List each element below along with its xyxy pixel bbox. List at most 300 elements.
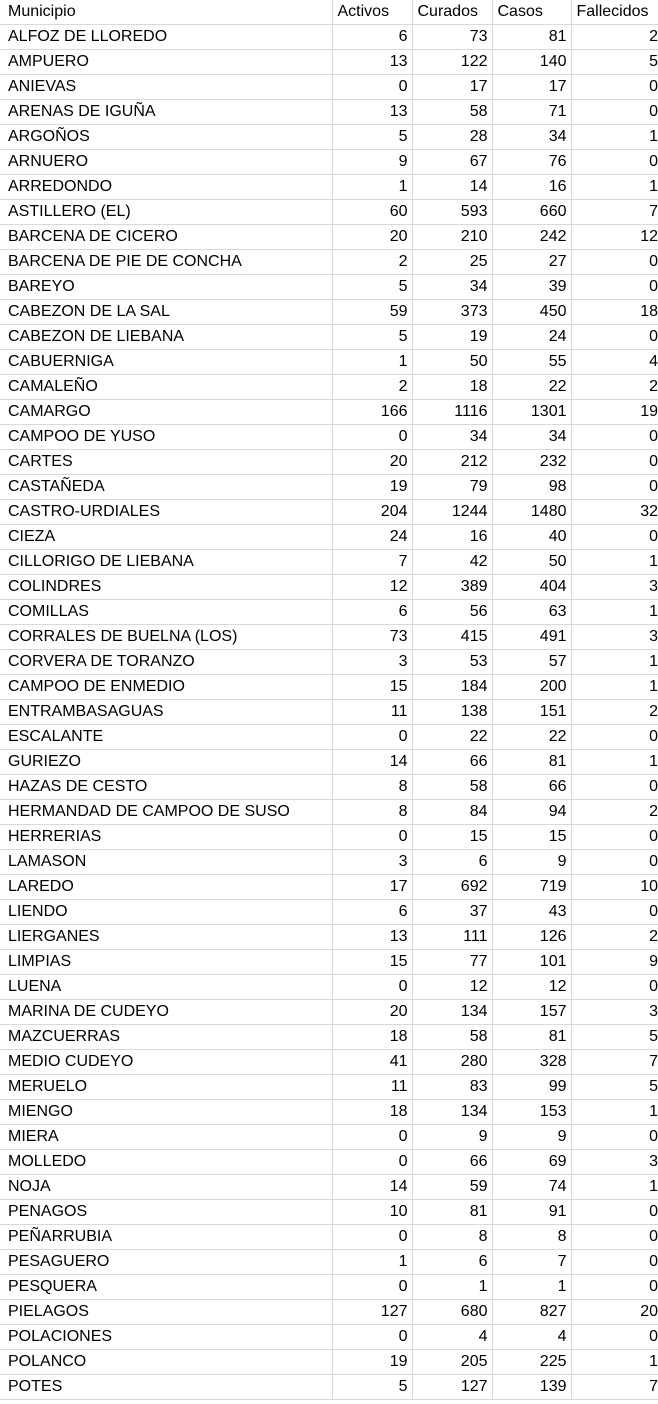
cell-activos[interactable]: 17: [332, 875, 412, 900]
cell-activos[interactable]: 5: [332, 275, 412, 300]
table-row: [0, 225, 658, 250]
cell-casos[interactable]: 81: [492, 1025, 571, 1050]
cell-fallecidos[interactable]: 19: [571, 400, 658, 425]
cell-municipio[interactable]: BAREYO: [0, 275, 332, 300]
cell-activos[interactable]: 1: [332, 1250, 412, 1275]
cell-fallecidos[interactable]: 2: [571, 800, 658, 825]
cell-activos[interactable]: 73: [332, 625, 412, 650]
cell-fallecidos[interactable]: 7: [571, 1375, 658, 1400]
cell-fallecidos[interactable]: 2: [571, 925, 658, 950]
header-row: [0, 0, 658, 25]
table-row: [0, 600, 658, 625]
cell-fallecidos[interactable]: 0: [571, 1125, 658, 1150]
cell-casos[interactable]: 15: [492, 825, 571, 850]
cell-casos[interactable]: 55: [492, 350, 571, 375]
cell-casos[interactable]: 74: [492, 1175, 571, 1200]
cell-municipio[interactable]: POLANCO: [0, 1350, 332, 1375]
table-row: [0, 725, 658, 750]
cell-activos[interactable]: 14: [332, 750, 412, 775]
cell-fallecidos[interactable]: 1: [571, 1175, 658, 1200]
cell-fallecidos[interactable]: 0: [571, 525, 658, 550]
cell-casos[interactable]: 225: [492, 1350, 571, 1375]
cell-municipio[interactable]: HERMANDAD DE CAMPOO DE SUSO: [0, 800, 332, 825]
cell-curados[interactable]: 81: [412, 1200, 492, 1225]
cell-curados[interactable]: 389: [412, 575, 492, 600]
cell-fallecidos[interactable]: 1: [571, 650, 658, 675]
cell-activos[interactable]: 15: [332, 675, 412, 700]
cell-curados[interactable]: 16: [412, 525, 492, 550]
cell-activos[interactable]: 0: [332, 725, 412, 750]
cell-activos[interactable]: 19: [332, 475, 412, 500]
cell-activos[interactable]: 5: [332, 1375, 412, 1400]
header-fallecidos[interactable]: [571, 0, 658, 25]
cell-activos[interactable]: 10: [332, 1200, 412, 1225]
cell-curados[interactable]: 22: [412, 725, 492, 750]
cell-curados[interactable]: 134: [412, 1000, 492, 1025]
cell-curados[interactable]: 73: [412, 25, 492, 50]
cell-activos[interactable]: 60: [332, 200, 412, 225]
cell-municipio[interactable]: CASTRO-URDIALES: [0, 500, 332, 525]
cell-municipio[interactable]: ARNUERO: [0, 150, 332, 175]
cell-activos[interactable]: 8: [332, 775, 412, 800]
cell-fallecidos[interactable]: 0: [571, 1225, 658, 1250]
cell-fallecidos[interactable]: 3: [571, 575, 658, 600]
cell-curados[interactable]: 77: [412, 950, 492, 975]
table-row: [0, 1325, 658, 1350]
cell-fallecidos[interactable]: 10: [571, 875, 658, 900]
cell-fallecidos[interactable]: 5: [571, 1075, 658, 1100]
cell-municipio[interactable]: NOJA: [0, 1175, 332, 1200]
cell-municipio[interactable]: ARENAS DE IGUÑA: [0, 100, 332, 125]
cell-fallecidos[interactable]: 12: [571, 225, 658, 250]
cell-activos[interactable]: 8: [332, 800, 412, 825]
cell-curados[interactable]: 83: [412, 1075, 492, 1100]
cell-curados[interactable]: 53: [412, 650, 492, 675]
cell-municipio[interactable]: MAZCUERRAS: [0, 1025, 332, 1050]
cell-curados[interactable]: 6: [412, 850, 492, 875]
cell-curados[interactable]: 25: [412, 250, 492, 275]
cell-curados[interactable]: 692: [412, 875, 492, 900]
cell-activos[interactable]: 20: [332, 225, 412, 250]
cell-casos[interactable]: 94: [492, 800, 571, 825]
cell-fallecidos[interactable]: 0: [571, 450, 658, 475]
header-activos[interactable]: Activos: [332, 0, 412, 25]
cell-casos[interactable]: 491: [492, 625, 571, 650]
cell-fallecidos[interactable]: 0: [571, 1200, 658, 1225]
cell-fallecidos[interactable]: 7: [571, 200, 658, 225]
cell-fallecidos[interactable]: 1: [571, 550, 658, 575]
cell-activos[interactable]: 11: [332, 700, 412, 725]
cell-municipio[interactable]: CORRALES DE BUELNA (LOS): [0, 625, 332, 650]
cell-activos[interactable]: 11: [332, 1075, 412, 1100]
cell-activos[interactable]: 18: [332, 1100, 412, 1125]
cell-curados[interactable]: 280: [412, 1050, 492, 1075]
table-row: [0, 1100, 658, 1125]
table-row: [0, 200, 658, 225]
cell-curados[interactable]: 210: [412, 225, 492, 250]
cell-casos[interactable]: 43: [492, 900, 571, 925]
cell-curados[interactable]: 56: [412, 600, 492, 625]
cell-activos[interactable]: 0: [332, 1325, 412, 1350]
cell-fallecidos[interactable]: 1: [571, 1350, 658, 1375]
cell-casos[interactable]: 63: [492, 600, 571, 625]
cell-activos[interactable]: 9: [332, 150, 412, 175]
cell-casos[interactable]: 69: [492, 1150, 571, 1175]
cell-activos[interactable]: 6: [332, 25, 412, 50]
cell-activos[interactable]: 15: [332, 950, 412, 975]
cell-municipio[interactable]: PENAGOS: [0, 1200, 332, 1225]
cell-activos[interactable]: 0: [332, 975, 412, 1000]
cell-municipio[interactable]: ASTILLERO (EL): [0, 200, 332, 225]
cell-curados[interactable]: 8: [412, 1225, 492, 1250]
cell-casos[interactable]: 27: [492, 250, 571, 275]
cell-fallecidos[interactable]: 2: [571, 25, 658, 50]
cell-municipio[interactable]: ENTRAMBASAGUAS: [0, 700, 332, 725]
cell-activos[interactable]: 127: [332, 1300, 412, 1325]
cell-curados[interactable]: 28: [412, 125, 492, 150]
cell-fallecidos[interactable]: 3: [571, 1150, 658, 1175]
cell-activos[interactable]: 0: [332, 1275, 412, 1300]
cell-municipio[interactable]: MIENGO: [0, 1100, 332, 1125]
cell-fallecidos[interactable]: 0: [571, 775, 658, 800]
cell-curados[interactable]: 50: [412, 350, 492, 375]
cell-municipio[interactable]: LIMPIAS: [0, 950, 332, 975]
cell-curados[interactable]: 127: [412, 1375, 492, 1400]
cell-fallecidos[interactable]: 0: [571, 975, 658, 1000]
cell-casos[interactable]: 9: [492, 1125, 571, 1150]
cell-municipio[interactable]: ESCALANTE: [0, 725, 332, 750]
cell-activos[interactable]: 24: [332, 525, 412, 550]
cell-municipio[interactable]: PESAGUERO: [0, 1250, 332, 1275]
table-row: [0, 1350, 658, 1375]
cell-municipio[interactable]: CABEZON DE LA SAL: [0, 300, 332, 325]
cell-municipio[interactable]: CILLORIGO DE LIEBANA: [0, 550, 332, 575]
cell-casos[interactable]: 157: [492, 1000, 571, 1025]
cell-casos[interactable]: 81: [492, 25, 571, 50]
table-row: [0, 650, 658, 675]
cell-fallecidos[interactable]: 0: [571, 150, 658, 175]
cell-curados[interactable]: 17: [412, 75, 492, 100]
cell-curados[interactable]: 79: [412, 475, 492, 500]
cell-municipio[interactable]: HERRERIAS: [0, 825, 332, 850]
cell-activos[interactable]: 1: [332, 175, 412, 200]
cell-activos[interactable]: 2: [332, 250, 412, 275]
cell-municipio[interactable]: CAMARGO: [0, 400, 332, 425]
cell-municipio[interactable]: LAREDO: [0, 875, 332, 900]
table-row: [0, 825, 658, 850]
cell-fallecidos[interactable]: 1: [571, 1100, 658, 1125]
cell-activos[interactable]: 0: [332, 1225, 412, 1250]
cell-curados[interactable]: 9: [412, 1125, 492, 1150]
cell-curados[interactable]: 34: [412, 425, 492, 450]
cell-fallecidos[interactable]: 5: [571, 1025, 658, 1050]
cell-casos[interactable]: 450: [492, 300, 571, 325]
cell-municipio[interactable]: ALFOZ DE LLOREDO: [0, 25, 332, 50]
cell-curados[interactable]: 58: [412, 775, 492, 800]
cell-casos[interactable]: 151: [492, 700, 571, 725]
cell-casos[interactable]: 7: [492, 1250, 571, 1275]
cell-curados[interactable]: 1: [412, 1275, 492, 1300]
cell-municipio[interactable]: MEDIO CUDEYO: [0, 1050, 332, 1075]
cell-fallecidos[interactable]: 18: [571, 300, 658, 325]
table-row: [0, 1125, 658, 1150]
cell-activos[interactable]: 204: [332, 500, 412, 525]
cell-curados[interactable]: 6: [412, 1250, 492, 1275]
cell-activos[interactable]: 13: [332, 50, 412, 75]
table-row: [0, 350, 658, 375]
cell-fallecidos[interactable]: 1: [571, 175, 658, 200]
cell-casos[interactable]: 22: [492, 725, 571, 750]
cell-municipio[interactable]: BARCENA DE CICERO: [0, 225, 332, 250]
cell-municipio[interactable]: PESQUERA: [0, 1275, 332, 1300]
cell-casos[interactable]: 12: [492, 975, 571, 1000]
table-row: [0, 875, 658, 900]
cell-fallecidos[interactable]: 0: [571, 900, 658, 925]
cell-casos[interactable]: 328: [492, 1050, 571, 1075]
cell-activos[interactable]: 12: [332, 575, 412, 600]
cell-casos[interactable]: 139: [492, 1375, 571, 1400]
cell-curados[interactable]: 4: [412, 1325, 492, 1350]
cell-curados[interactable]: 134: [412, 1100, 492, 1125]
cell-fallecidos[interactable]: 0: [571, 250, 658, 275]
cell-casos[interactable]: 1301: [492, 400, 571, 425]
table-row: [0, 475, 658, 500]
cell-fallecidos[interactable]: 0: [571, 725, 658, 750]
cell-municipio[interactable]: ARGOÑOS: [0, 125, 332, 150]
cell-casos[interactable]: 76: [492, 150, 571, 175]
cell-curados[interactable]: 1116: [412, 400, 492, 425]
cell-casos[interactable]: 16: [492, 175, 571, 200]
cell-curados[interactable]: 12: [412, 975, 492, 1000]
cell-curados[interactable]: 66: [412, 1150, 492, 1175]
cell-casos[interactable]: 4: [492, 1325, 571, 1350]
cell-activos[interactable]: 6: [332, 900, 412, 925]
cell-fallecidos[interactable]: 0: [571, 425, 658, 450]
cell-fallecidos[interactable]: 0: [571, 1325, 658, 1350]
cell-casos[interactable]: 34: [492, 125, 571, 150]
cell-activos[interactable]: 41: [332, 1050, 412, 1075]
cell-municipio[interactable]: GURIEZO: [0, 750, 332, 775]
cell-fallecidos[interactable]: 0: [571, 825, 658, 850]
cell-activos[interactable]: 7: [332, 550, 412, 575]
cell-curados[interactable]: 122: [412, 50, 492, 75]
cell-fallecidos[interactable]: 1: [571, 125, 658, 150]
cell-fallecidos[interactable]: 20: [571, 1300, 658, 1325]
cell-municipio[interactable]: MIERA: [0, 1125, 332, 1150]
cell-casos[interactable]: 91: [492, 1200, 571, 1225]
cell-activos[interactable]: 3: [332, 850, 412, 875]
cell-activos[interactable]: 0: [332, 825, 412, 850]
cell-curados[interactable]: 111: [412, 925, 492, 950]
cell-activos[interactable]: 0: [332, 1125, 412, 1150]
cell-fallecidos[interactable]: 0: [571, 1250, 658, 1275]
cell-fallecidos[interactable]: 3: [571, 625, 658, 650]
cell-activos[interactable]: 0: [332, 75, 412, 100]
cell-activos[interactable]: 166: [332, 400, 412, 425]
cell-municipio[interactable]: LAMASON: [0, 850, 332, 875]
cell-casos[interactable]: 40: [492, 525, 571, 550]
cell-casos[interactable]: 1480: [492, 500, 571, 525]
cell-municipio[interactable]: POTES: [0, 1375, 332, 1400]
cell-fallecidos[interactable]: 0: [571, 325, 658, 350]
header-curados[interactable]: Curados: [412, 0, 492, 25]
cell-activos[interactable]: 5: [332, 125, 412, 150]
cell-casos[interactable]: 71: [492, 100, 571, 125]
cell-activos[interactable]: 59: [332, 300, 412, 325]
cell-casos[interactable]: 66: [492, 775, 571, 800]
cell-fallecidos[interactable]: 1: [571, 750, 658, 775]
cell-fallecidos[interactable]: 2: [571, 375, 658, 400]
cell-activos[interactable]: 20: [332, 450, 412, 475]
cell-curados[interactable]: 14: [412, 175, 492, 200]
cell-activos[interactable]: 18: [332, 1025, 412, 1050]
cell-municipio[interactable]: CAMALEÑO: [0, 375, 332, 400]
cell-casos[interactable]: 719: [492, 875, 571, 900]
cell-municipio[interactable]: CABEZON DE LIEBANA: [0, 325, 332, 350]
cell-fallecidos[interactable]: 9: [571, 950, 658, 975]
cell-fallecidos[interactable]: 2: [571, 700, 658, 725]
table-row: [0, 550, 658, 575]
cell-fallecidos[interactable]: 0: [571, 475, 658, 500]
cell-casos[interactable]: 9: [492, 850, 571, 875]
cell-casos[interactable]: 57: [492, 650, 571, 675]
cell-curados[interactable]: 18: [412, 375, 492, 400]
cell-curados[interactable]: 138: [412, 700, 492, 725]
cell-fallecidos[interactable]: 7: [571, 1050, 658, 1075]
cell-municipio[interactable]: ARREDONDO: [0, 175, 332, 200]
cell-casos[interactable]: 99: [492, 1075, 571, 1100]
cell-casos[interactable]: 232: [492, 450, 571, 475]
cell-curados[interactable]: 19: [412, 325, 492, 350]
cell-fallecidos[interactable]: 1: [571, 675, 658, 700]
cell-curados[interactable]: 37: [412, 900, 492, 925]
cell-municipio[interactable]: COLINDRES: [0, 575, 332, 600]
cell-curados[interactable]: 15: [412, 825, 492, 850]
cell-fallecidos[interactable]: 0: [571, 1275, 658, 1300]
cell-curados[interactable]: 415: [412, 625, 492, 650]
cell-municipio[interactable]: CIEZA: [0, 525, 332, 550]
cell-curados[interactable]: 34: [412, 275, 492, 300]
cell-municipio[interactable]: BARCENA DE PIE DE CONCHA: [0, 250, 332, 275]
cell-fallecidos[interactable]: 1: [571, 600, 658, 625]
cell-curados[interactable]: 59: [412, 1175, 492, 1200]
table-row: [0, 525, 658, 550]
cell-municipio[interactable]: CABUERNIGA: [0, 350, 332, 375]
cell-municipio[interactable]: PIELAGOS: [0, 1300, 332, 1325]
cell-activos[interactable]: 20: [332, 1000, 412, 1025]
cell-activos[interactable]: 0: [332, 1150, 412, 1175]
cell-fallecidos[interactable]: 32: [571, 500, 658, 525]
cell-activos[interactable]: 14: [332, 1175, 412, 1200]
cell-casos[interactable]: 153: [492, 1100, 571, 1125]
cell-municipio[interactable]: CAMPOO DE ENMEDIO: [0, 675, 332, 700]
cell-casos[interactable]: 101: [492, 950, 571, 975]
cell-curados[interactable]: 212: [412, 450, 492, 475]
cell-fallecidos[interactable]: 0: [571, 850, 658, 875]
header-casos[interactable]: Casos: [492, 0, 571, 25]
cell-activos[interactable]: 6: [332, 600, 412, 625]
cell-casos[interactable]: 827: [492, 1300, 571, 1325]
cell-activos[interactable]: 1: [332, 350, 412, 375]
cell-casos[interactable]: 242: [492, 225, 571, 250]
cell-casos[interactable]: 22: [492, 375, 571, 400]
cell-curados[interactable]: 67: [412, 150, 492, 175]
cell-fallecidos[interactable]: 0: [571, 100, 658, 125]
cell-casos[interactable]: 50: [492, 550, 571, 575]
cell-municipio[interactable]: MERUELO: [0, 1075, 332, 1100]
cell-casos[interactable]: 1: [492, 1275, 571, 1300]
cell-casos[interactable]: 660: [492, 200, 571, 225]
cell-municipio[interactable]: PEÑARRUBIA: [0, 1225, 332, 1250]
cell-curados[interactable]: 84: [412, 800, 492, 825]
cell-casos[interactable]: 34: [492, 425, 571, 450]
cell-casos[interactable]: 126: [492, 925, 571, 950]
cell-casos[interactable]: 39: [492, 275, 571, 300]
cell-activos[interactable]: 19: [332, 1350, 412, 1375]
cell-fallecidos[interactable]: 5: [571, 50, 658, 75]
cell-municipio[interactable]: COMILLAS: [0, 600, 332, 625]
cell-curados[interactable]: 58: [412, 1025, 492, 1050]
table-row: [0, 575, 658, 600]
cell-casos[interactable]: 404: [492, 575, 571, 600]
cell-municipio[interactable]: MARINA DE CUDEYO: [0, 1000, 332, 1025]
cell-municipio[interactable]: LUENA: [0, 975, 332, 1000]
cell-municipio[interactable]: POLACIONES: [0, 1325, 332, 1350]
cell-casos[interactable]: 140: [492, 50, 571, 75]
cell-fallecidos[interactable]: 0: [571, 75, 658, 100]
cell-municipio[interactable]: CASTAÑEDA: [0, 475, 332, 500]
header-municipio[interactable]: Municipio: [0, 0, 332, 25]
cell-casos[interactable]: 24: [492, 325, 571, 350]
table-row: [0, 800, 658, 825]
cell-municipio[interactable]: LIENDO: [0, 900, 332, 925]
cell-activos[interactable]: 3: [332, 650, 412, 675]
cell-curados[interactable]: 66: [412, 750, 492, 775]
cell-casos[interactable]: 17: [492, 75, 571, 100]
cell-curados[interactable]: 1244: [412, 500, 492, 525]
cell-activos[interactable]: 13: [332, 925, 412, 950]
cell-municipio[interactable]: CAMPOO DE YUSO: [0, 425, 332, 450]
cell-municipio[interactable]: AMPUERO: [0, 50, 332, 75]
cell-fallecidos[interactable]: 3: [571, 1000, 658, 1025]
cell-casos[interactable]: 98: [492, 475, 571, 500]
table-row: [0, 750, 658, 775]
cell-fallecidos[interactable]: 4: [571, 350, 658, 375]
cell-casos[interactable]: 8: [492, 1225, 571, 1250]
cell-curados[interactable]: 373: [412, 300, 492, 325]
cell-municipio[interactable]: CORVERA DE TORANZO: [0, 650, 332, 675]
cell-curados[interactable]: 58: [412, 100, 492, 125]
cell-curados[interactable]: 593: [412, 200, 492, 225]
cell-activos[interactable]: 13: [332, 100, 412, 125]
cell-curados[interactable]: 205: [412, 1350, 492, 1375]
cell-casos[interactable]: 200: [492, 675, 571, 700]
cell-fallecidos[interactable]: 0: [571, 275, 658, 300]
cell-municipio[interactable]: HAZAS DE CESTO: [0, 775, 332, 800]
cell-activos[interactable]: 2: [332, 375, 412, 400]
table-row: [0, 1000, 658, 1025]
cell-municipio[interactable]: ANIEVAS: [0, 75, 332, 100]
cell-municipio[interactable]: CARTES: [0, 450, 332, 475]
cell-municipio[interactable]: MOLLEDO: [0, 1150, 332, 1175]
cell-curados[interactable]: 680: [412, 1300, 492, 1325]
cell-activos[interactable]: 5: [332, 325, 412, 350]
cell-curados[interactable]: 42: [412, 550, 492, 575]
cell-casos[interactable]: 81: [492, 750, 571, 775]
cell-curados[interactable]: 184: [412, 675, 492, 700]
cell-activos[interactable]: 0: [332, 425, 412, 450]
cell-municipio[interactable]: LIERGANES: [0, 925, 332, 950]
